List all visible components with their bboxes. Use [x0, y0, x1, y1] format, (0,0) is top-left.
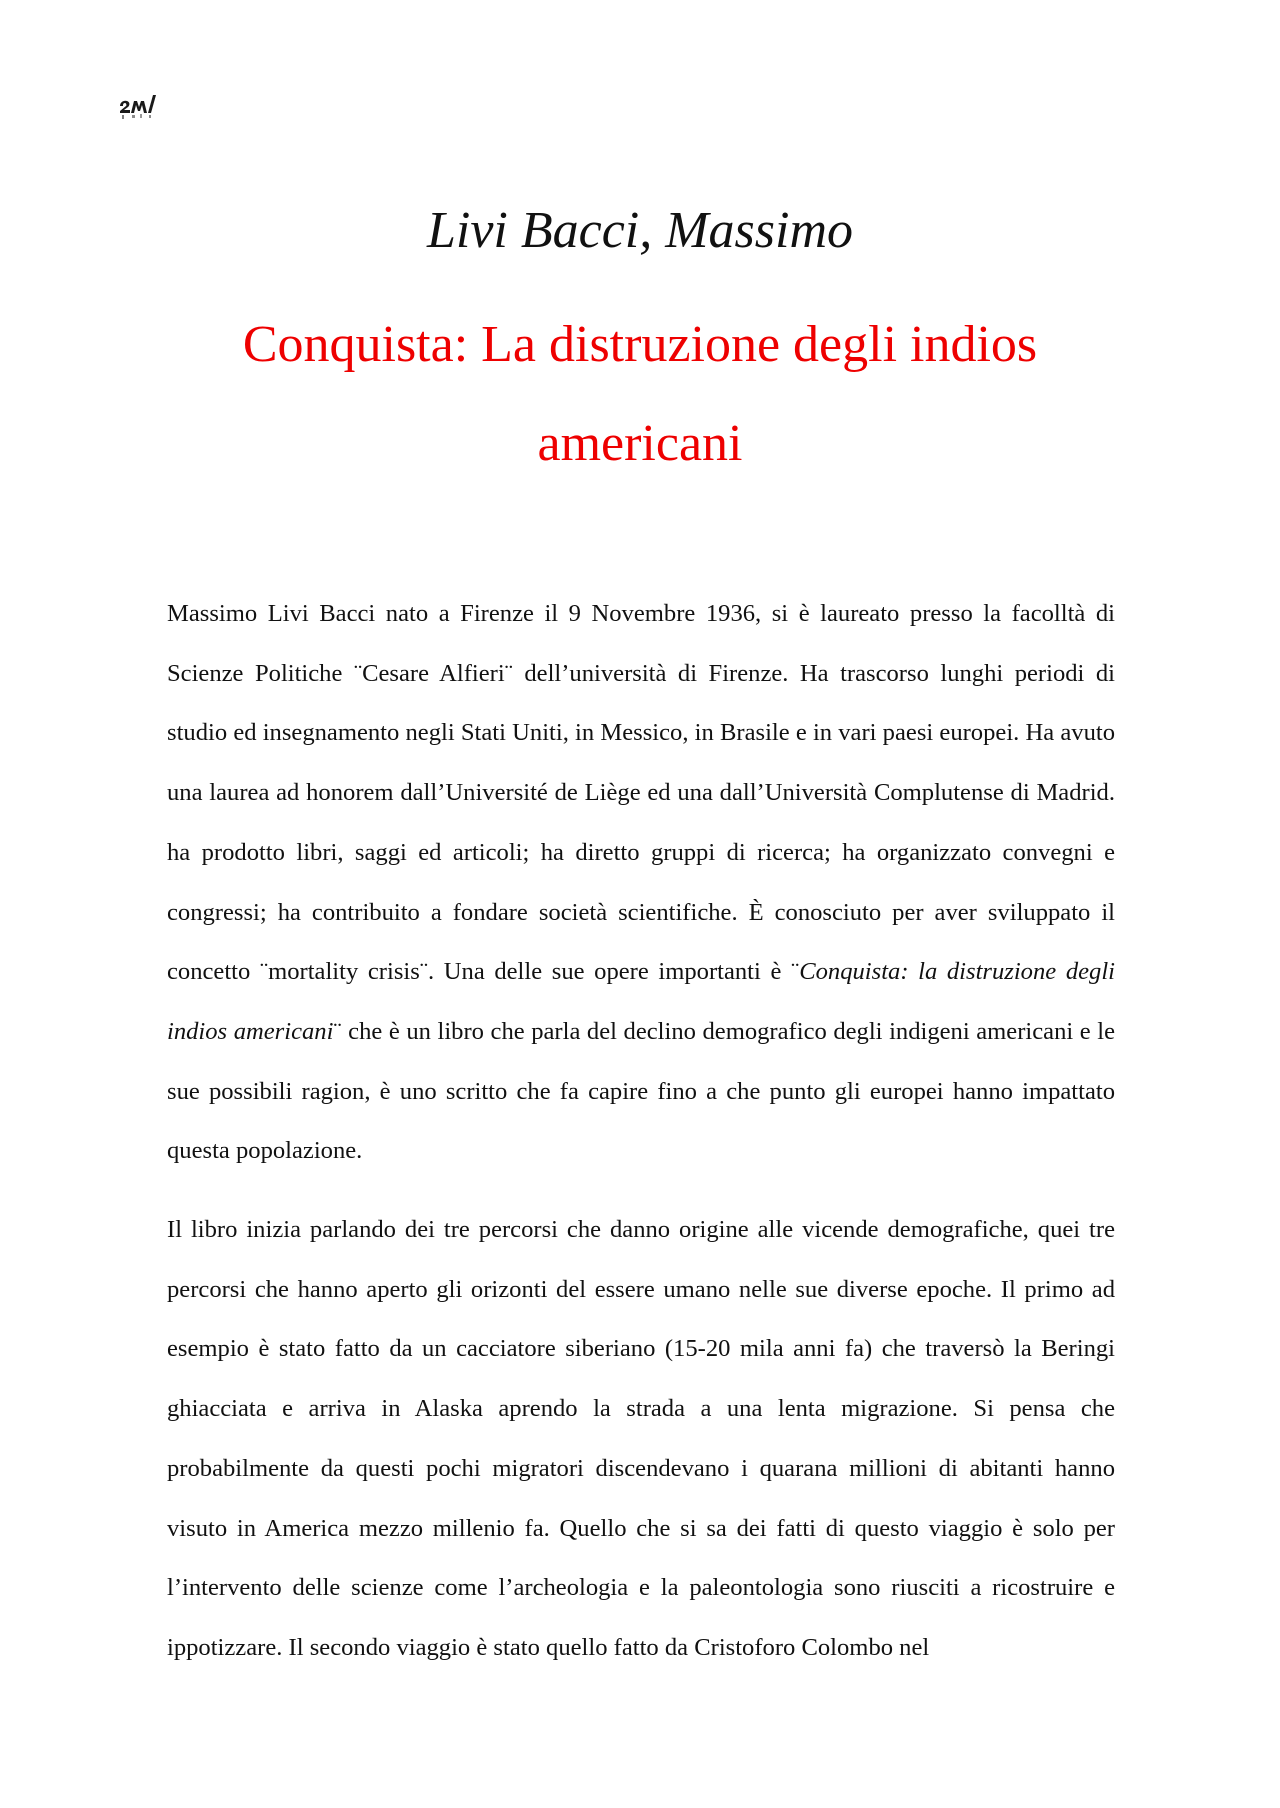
- publisher-logo-icon: [118, 92, 160, 126]
- author-name: Livi Bacci, Massimo: [426, 202, 854, 259]
- book-title: Conquista: La distruzione degli indios americani: [242, 316, 1038, 472]
- paragraph-1-text-end: ¨ che è un libro che parla del declino demografico degli indigeni americani e le sue possibili ragion, è uno scritto che fa capire fino a che punto gli europei hanno impattato questa popolazione.: [167, 1017, 1115, 1165]
- document-body: [167, 584, 1115, 1697]
- paragraph-2: Il libro inizia parlando dei tre percorsi che danno origine alle vicende demografiche, quei tre percorsi che hanno aperto gli orizonti del essere umano nelle sue diverse epoche. Il primo ad esempio è stato fatto da un cacciatore siberiano (15-20 mila anni fa) che traversò la Beringi ghiacciata e arriva in Alaska aprendo la strada a una lenta migrazione. Si pensa che probabilmente da questi pochi migratori discendevano i quarana millioni di abitanti hanno visuto in America mezzo millenio fa. Quello che si sa dei fatti di questo viaggio è solo per l’intervento delle scienze come l’archeologia e la paleontologia sono riusciti a ricostruire e ippotizzare. Il secondo viaggio è stato quello fatto da Cristoforo Colombo nel: [167, 1216, 1115, 1661]
- paragraph-1: [167, 584, 1115, 1181]
- book-title-emphasis: Conquista: la distruzione degli indios americani: [167, 958, 1115, 1045]
- paragraph-1-text: Massimo Livi Bacci nato a Firenze il 9 Novembre 1936, si è laureato presso la facolltà di Scienze Politiche ¨Cesare Alfieri¨ dell’università di Firenze. Ha trascorso lunghi periodi di studio ed insegnamento negli Stati Uniti, in Messico, in Brasile e in vari paesi europei. Ha avuto una laurea ad honorem dall’Université de Liège ed una dall’Università Complutense di Madrid. ha prodotto libri, saggi ed articoli; ha diretto gruppi di ricerca; ha organizzato convegni e congressi; ha contribuito a fondare società scientifiche. È conosciuto per aver sviluppato il concetto ¨mortality crisis¨. Una delle sue opere importanti è ¨: [167, 600, 1115, 986]
